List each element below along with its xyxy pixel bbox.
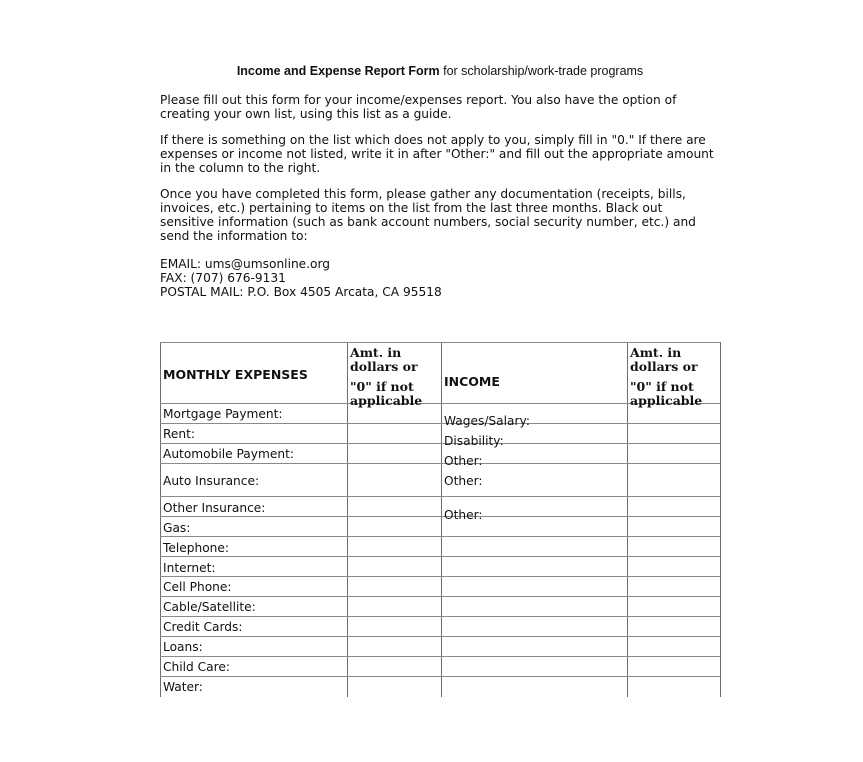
- expense-label: Automobile Payment:: [163, 447, 294, 461]
- income-header: INCOME: [444, 374, 500, 389]
- expense-label: Cable/Satellite:: [163, 600, 256, 614]
- form-document: [160, 64, 720, 299]
- contact-fax: FAX: (707) 676-9131: [160, 271, 286, 285]
- expense-label: Rent:: [163, 427, 196, 441]
- instructions-paragraph-3: Once you have completed this form, please gather any documentation (receipts, bills, invoices, etc.) pertaining to items on the list from the last three months. Black out sensitive information (such as bank account numbers, social security number, etc.) and send the information to:: [160, 187, 696, 243]
- form-title: Income and Expense Report Form for scholarship/work-trade programs: [236, 64, 644, 78]
- expense-label: Loans:: [163, 640, 203, 654]
- income-label: Other:: [444, 508, 483, 522]
- monthly-expenses-header: MONTHLY EXPENSES: [163, 367, 308, 382]
- expense-label: Water:: [163, 680, 203, 694]
- income-label: Other:: [444, 474, 483, 488]
- expense-income-table: [160, 342, 720, 697]
- expense-label: Cell Phone:: [163, 580, 232, 594]
- income-label: Other:: [444, 454, 483, 468]
- income-label: Wages/Salary:: [444, 414, 530, 428]
- contact-block: [160, 257, 720, 299]
- instructions-paragraph-2: If there is something on the list which does not apply to you, simply fill in "0." If there are expenses or income not listed, write it in after "Other:" and fill out the appropriate amount in the column to the right.: [160, 133, 714, 175]
- expense-label: Child Care:: [163, 660, 230, 674]
- contact-postal-mail: POSTAL MAIL: P.O. Box 4505 Arcata, CA 95518: [160, 285, 442, 299]
- expense-label: Auto Insurance:: [163, 474, 260, 488]
- expense-label: Telephone:: [163, 541, 229, 555]
- income-label: Disability:: [444, 434, 504, 448]
- contact-email: EMAIL: ums@umsonline.org: [160, 257, 331, 271]
- expense-label: Credit Cards:: [163, 620, 243, 634]
- expense-label: Other Insurance:: [163, 501, 266, 515]
- expense-label: Gas:: [163, 521, 191, 535]
- instructions-paragraph-1: Please fill out this form for your income/expenses report. You also have the option of creating your own list, using this list as a guide.: [160, 93, 677, 121]
- expense-label: Internet:: [163, 561, 216, 575]
- expense-label: Mortgage Payment:: [163, 407, 283, 421]
- expense-amount-header: Amt. in dollars or "0" if not applicable: [350, 345, 423, 408]
- income-amount-header: Amt. in dollars or "0" if not applicable: [630, 345, 703, 408]
